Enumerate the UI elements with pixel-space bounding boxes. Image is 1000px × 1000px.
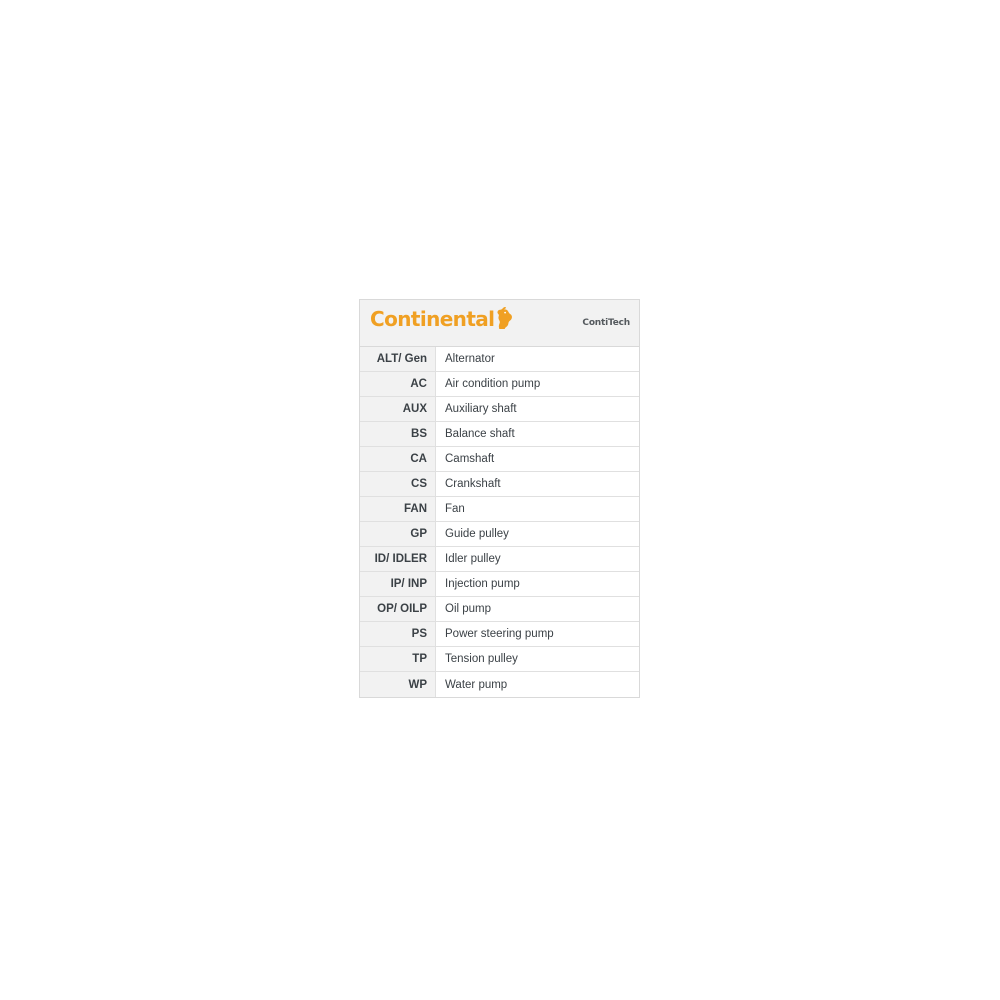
description-cell: Oil pump xyxy=(436,597,639,621)
table-row xyxy=(360,472,639,497)
abbreviation-cell: CA xyxy=(360,447,436,471)
description-cell: Injection pump xyxy=(436,572,639,596)
abbreviation-cell: TP xyxy=(360,647,436,671)
table-row xyxy=(360,597,639,622)
abbreviation-cell: GP xyxy=(360,522,436,546)
table-row xyxy=(360,347,639,372)
description-cell: Power steering pump xyxy=(436,622,639,646)
table-row xyxy=(360,422,639,447)
abbreviation-cell: AC xyxy=(360,372,436,396)
abbreviation-cell: FAN xyxy=(360,497,436,521)
description-cell: Fan xyxy=(436,497,639,521)
description-cell: Camshaft xyxy=(436,447,639,471)
description-cell: Crankshaft xyxy=(436,472,639,496)
description-cell: Tension pulley xyxy=(436,647,639,671)
abbreviation-cell: ALT/ Gen xyxy=(360,347,436,371)
contitech-sub-brand: ContiTech xyxy=(582,318,630,328)
abbreviation-legend-table xyxy=(359,299,640,698)
table-row xyxy=(360,447,639,472)
abbreviation-cell: CS xyxy=(360,472,436,496)
description-cell: Alternator xyxy=(436,347,639,371)
abbreviation-cell: BS xyxy=(360,422,436,446)
table-row xyxy=(360,572,639,597)
description-cell: Auxiliary shaft xyxy=(436,397,639,421)
abbreviation-cell: PS xyxy=(360,622,436,646)
legend-rows xyxy=(360,347,639,697)
description-cell: Balance shaft xyxy=(436,422,639,446)
table-row xyxy=(360,547,639,572)
description-cell: Water pump xyxy=(436,672,639,697)
table-row xyxy=(360,372,639,397)
table-row xyxy=(360,672,639,697)
brand-wordmark: Continental xyxy=(370,307,495,331)
abbreviation-cell: AUX xyxy=(360,397,436,421)
description-cell: Idler pulley xyxy=(436,547,639,571)
description-cell: Guide pulley xyxy=(436,522,639,546)
continental-horse-icon xyxy=(496,307,513,329)
abbreviation-cell: IP/ INP xyxy=(360,572,436,596)
table-row xyxy=(360,497,639,522)
table-row xyxy=(360,522,639,547)
brand-header xyxy=(360,300,639,347)
table-row xyxy=(360,397,639,422)
abbreviation-cell: OP/ OILP xyxy=(360,597,436,621)
abbreviation-cell: WP xyxy=(360,672,436,697)
description-cell: Air condition pump xyxy=(436,372,639,396)
abbreviation-cell: ID/ IDLER xyxy=(360,547,436,571)
table-row xyxy=(360,622,639,647)
continental-logo xyxy=(370,308,513,330)
table-row xyxy=(360,647,639,672)
